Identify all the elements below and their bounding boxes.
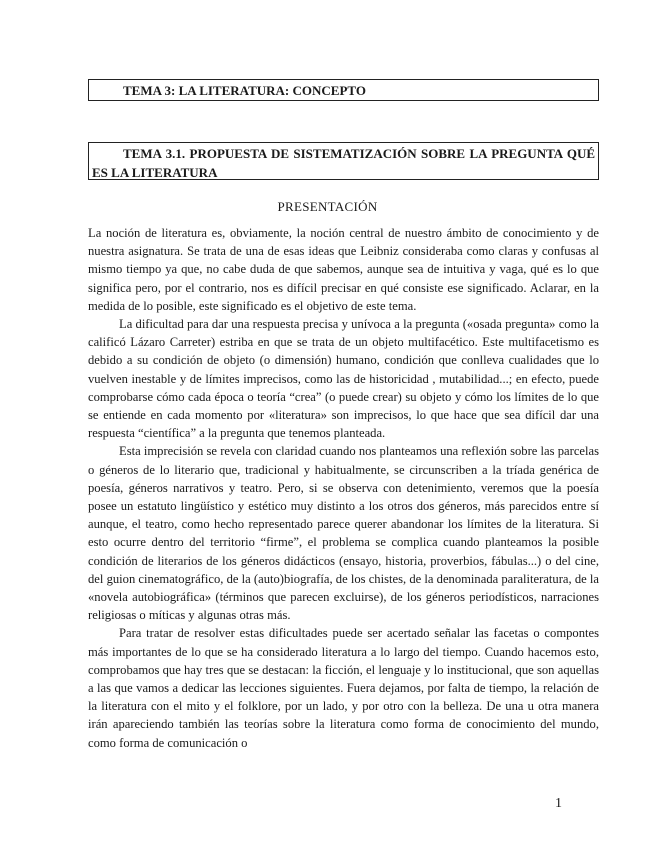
- paragraph: La dificultad para dar una respuesta precisa y unívoca a la pregunta («osada pregunta» como la calificó Lázaro Carreter) estriba en que se trata de un objeto multifacético. Este multifacetismo es debido a su condición de objeto (o dimensión) humano, condición que conlleva cualidades que lo vuelven inestable y de límites imprecisos, como las de historicidad , mutabilidad...; en efecto, puede comprobarse cómo cada época o teoría “crea” (o puede crear) su objeto y cómo los límites de lo que se entiende en cada momento por «literatura» son imprecisos, lo que hace que sea difícil dar una respuesta “científica” a la pregunta que tenemos planteada.: [88, 317, 599, 441]
- page-number: 1: [555, 796, 562, 811]
- section-heading: PRESENTACIÓN: [277, 199, 378, 214]
- paragraph: Esta imprecisión se revela con claridad cuando nos planteamos una reflexión sobre las parcelas o géneros de lo literario que, tradicional y habitualmente, se circunscriben a la tríada genérica de poesía, géneros narrativos y teatro. Pero, si se observa con detenimiento, veremos que la poesía posee un estatuto lingüístico y estético muy distinto a los otros dos géneros, más parecidos entre sí aunque, el teatro, como hecho representado parece querer abandonar los límites de la literatura. Si esto ocurre dentro del territorio “firme”, el problema se complica cuando planteamos la posible condición de literarios de los géneros didácticos (ensayo, historia, proverbios, fábulas...) o del cine, del guion cinematográfico, de la (auto)biografía, de los chistes, de la denominada paraliteratura, de la «novela autobiográfica» (términos que parecen excluirse), de los géneros periodísticos, narraciones religiosas o míticas y algunas otras más.: [88, 444, 599, 623]
- subtopic-title: TEMA 3.1. PROPUESTA DE SISTEMATIZACIÓN SOBRE LA PREGUNTA QUÉ ES LA LITERATURA: [88, 142, 599, 180]
- paragraph: La noción de literatura es, obviamente, la noción central de nuestro ámbito de conocimiento y de nuestra asignatura. Se trata de una de esas ideas que Leibniz consideraba como claras y confusas al mismo tiempo ya que, no cabe duda de que sabemos, aunque sea de intuitiva y vaga, qué es lo que significa pero, por el contrario, nos es difícil precisar en qué consiste ese significado. Aclarar, en la medida de lo posible, este significado es el objetivo de este tema.: [88, 226, 599, 313]
- topic-title: TEMA 3: LA LITERATURA: CONCEPTO: [88, 79, 599, 101]
- paragraph: Para tratar de resolver estas dificultades puede ser acertado señalar las facetas o compontes más importantes de lo que se ha considerado literatura a lo largo del tiempo. Cuando hacemos esto, comprobamos que hay tres que se destacan: la ficción, el lenguaje y lo institucional, que son aquellas a las que vamos a dedicar las lecciones siguientes. Fuera dejamos, por falta de tiempo, la relación de la literatura con el mito y el folklore, por un lado, y por otro con la belleza. De una u otra manera irán apareciendo también las teorías sobre la literatura como forma de conocimiento del mundo, como forma de comunicación o: [88, 626, 599, 750]
- body-text: [88, 224, 599, 752]
